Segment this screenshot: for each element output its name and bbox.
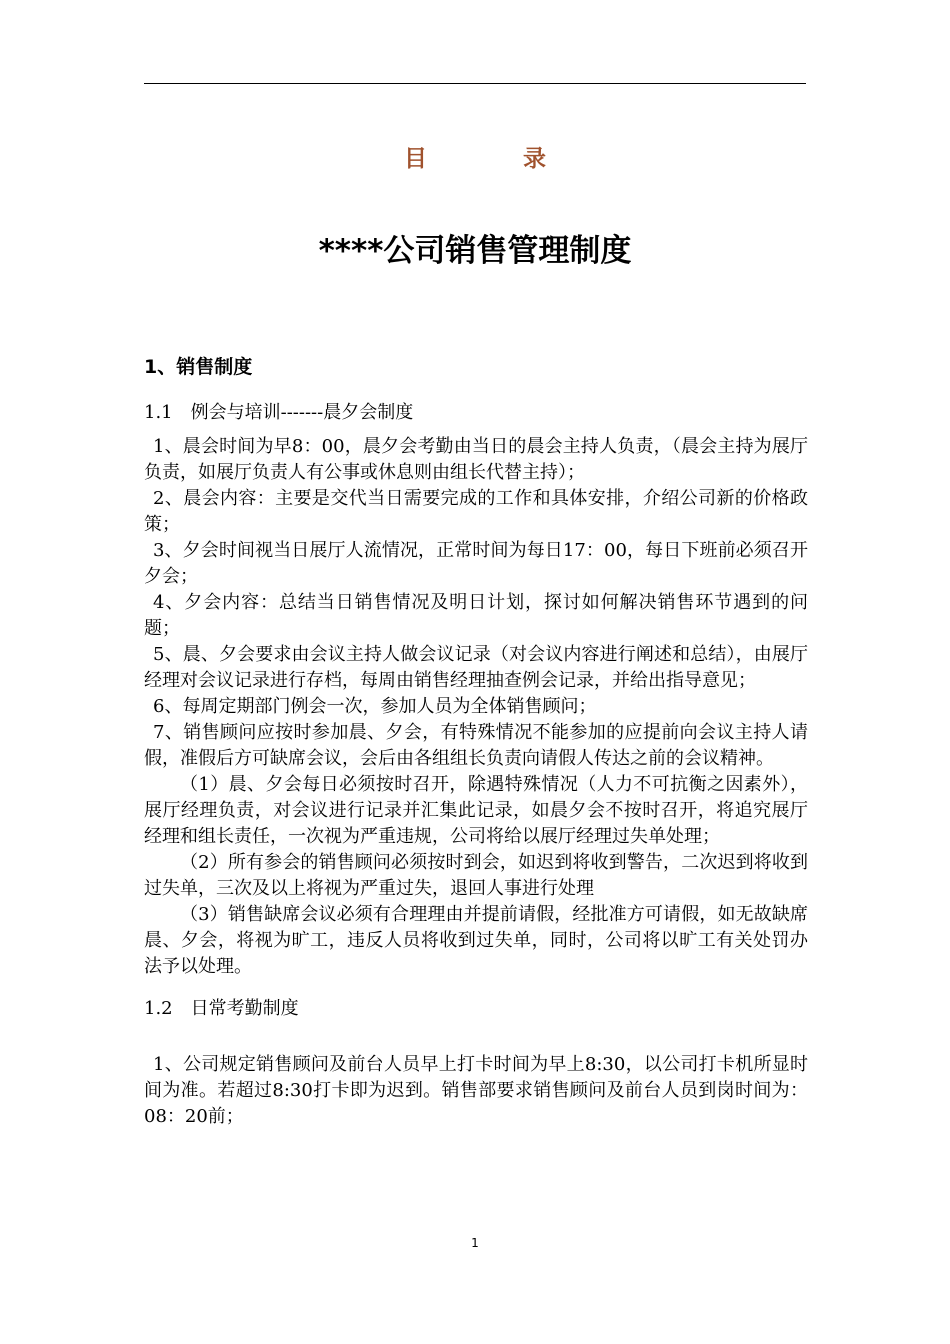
paragraph: 4、夕会内容：总结当日销售情况及明日计划，探讨如何解决销售环节遇到的问题； (144, 592, 808, 639)
rule-paragraph: （3）销售缺席会议必须有合理理由并提前请假，经批准方可请假，如无故缺席晨、夕会，将视为旷工，违反人员将收到过失单，同时，公司将以旷工有关处罚办法予以处理。 (144, 904, 808, 977)
paragraph: 2、晨会内容：主要是交代当日需要完成的工作和具体安排，介绍公司新的价格政策； (144, 488, 808, 535)
document-title: ****公司销售管理制度 (318, 233, 632, 269)
rule-paragraph: （1）晨、夕会每日必须按时召开，除遇特殊情况（人力不可抗衡之因素外），展厅经理负责，对会议进行记录并汇集此记录，如晨夕会不按时召开，将追究展厅经理和组长责任，一次视为严重违规，公司将给以展厅经理过失单处理； (144, 774, 808, 847)
subsection-heading: 1.2 日常考勤制度 (144, 998, 299, 1019)
page-number: 1 (471, 1236, 479, 1250)
rule-paragraph: （2）所有参会的销售顾问必须按时到会，如迟到将收到警告，二次迟到将收到过失单，三次及以上将视为严重过失，退回人事进行处理 (144, 852, 808, 899)
document-body (144, 350, 808, 1130)
paragraph: 3、夕会时间视当日展厅人流情况，正常时间为每日17：00，每日下班前必须召开夕会； (144, 540, 808, 587)
paragraph: 7、销售顾问应按时参加晨、夕会，有特殊情况不能参加的应提前向会议主持人请假，准假后方可缺席会议，会后由各组组长负责向请假人传达之前的会议精神。 (144, 722, 808, 769)
paragraph: 6、每周定期部门例会一次，参加人员为全体销售顾问； (153, 696, 597, 717)
section-heading: 1、销售制度 (144, 356, 253, 378)
paragraph: 1、晨会时间为早8：00，晨夕会考勤由当日的晨会主持人负责，（晨会主持为展厅负责，如展厅负责人有公事或休息则由组长代替主持）； (144, 436, 808, 483)
toc-heading (0, 140, 950, 173)
header-rule (144, 83, 806, 84)
subsection-heading: 1.1 例会与培训-------晨夕会制度 (144, 402, 414, 423)
toc-char-right: 录 (523, 146, 546, 172)
paragraph: 1、公司规定销售顾问及前台人员早上打卡时间为早上8:30，以公司打卡机所显时间为准。若超过8:30打卡即为迟到。销售部要求销售顾问及前台人员到岗时间为：08：20前； (144, 1054, 808, 1127)
paragraph: 5、晨、夕会要求由会议主持人做会议记录（对会议内容进行阐述和总结），由展厅经理对会议记录进行存档，每周由销售经理抽查例会记录，并给出指导意见； (144, 644, 808, 691)
toc-char-left: 目 (404, 146, 427, 172)
